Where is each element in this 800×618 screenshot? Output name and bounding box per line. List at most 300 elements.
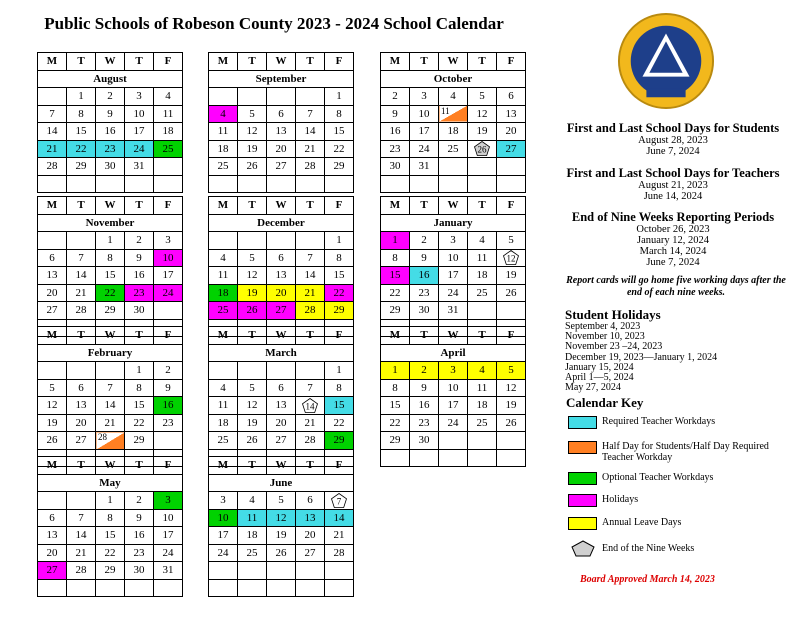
day-cell: 2 bbox=[125, 232, 154, 250]
day-cell: 7 bbox=[96, 379, 125, 397]
holidays-list bbox=[565, 322, 717, 393]
day-cell bbox=[154, 302, 183, 320]
day-cell: 10 bbox=[410, 105, 439, 123]
day-number: 7 bbox=[336, 496, 342, 507]
day-cell bbox=[381, 175, 410, 193]
nine-weeks-heading: End of Nine Weeks Reporting Periods bbox=[571, 210, 775, 224]
weekday-header: T bbox=[468, 327, 497, 345]
month-calendar-october bbox=[380, 52, 526, 193]
day-number: 11 bbox=[441, 105, 450, 116]
day-cell: 8 bbox=[381, 379, 410, 397]
day-cell: 13 bbox=[38, 267, 67, 285]
day-cell: 21 bbox=[296, 284, 325, 302]
key-swatch bbox=[568, 494, 597, 507]
day-cell: 30 bbox=[96, 158, 125, 176]
day-cell: 3 bbox=[209, 492, 238, 510]
day-cell: 29 bbox=[125, 432, 154, 450]
day-cell: 9 bbox=[381, 105, 410, 123]
weekday-header: F bbox=[154, 197, 183, 215]
pentagon-icon bbox=[331, 493, 347, 508]
day-cell: 13 bbox=[296, 509, 325, 527]
students-days-first: August 28, 2023 bbox=[638, 135, 708, 146]
weekday-header: M bbox=[38, 327, 67, 345]
day-cell bbox=[325, 492, 354, 510]
weekday-header: T bbox=[296, 197, 325, 215]
day-cell: 23 bbox=[381, 140, 410, 158]
day-cell: 7 bbox=[67, 249, 96, 267]
day-cell: 20 bbox=[497, 123, 526, 141]
day-cell bbox=[497, 175, 526, 193]
day-cell: 15 bbox=[381, 267, 410, 285]
weekday-header: T bbox=[125, 197, 154, 215]
weekday-header: T bbox=[410, 53, 439, 71]
day-cell: 6 bbox=[267, 249, 296, 267]
day-cell: 22 bbox=[125, 414, 154, 432]
holiday-item: September 4, 2023 bbox=[565, 321, 641, 332]
day-cell: 15 bbox=[325, 123, 354, 141]
day-cell: 25 bbox=[154, 140, 183, 158]
day-cell: 9 bbox=[154, 379, 183, 397]
day-cell: 16 bbox=[154, 397, 183, 415]
day-cell: 19 bbox=[468, 123, 497, 141]
day-cell: 19 bbox=[497, 267, 526, 285]
day-cell: 5 bbox=[238, 379, 267, 397]
day-cell bbox=[209, 579, 238, 597]
holiday-item: May 27, 2024 bbox=[565, 382, 621, 394]
day-cell bbox=[439, 432, 468, 450]
weekday-header: M bbox=[209, 457, 238, 475]
day-cell: 6 bbox=[497, 88, 526, 106]
day-cell: 26 bbox=[497, 284, 526, 302]
day-cell: 27 bbox=[38, 302, 67, 320]
day-cell: 6 bbox=[267, 379, 296, 397]
day-cell: 24 bbox=[154, 544, 183, 562]
day-cell: 13 bbox=[38, 527, 67, 545]
key-swatch bbox=[568, 441, 597, 454]
day-cell: 27 bbox=[296, 544, 325, 562]
day-cell: 18 bbox=[209, 414, 238, 432]
day-cell: 12 bbox=[267, 509, 296, 527]
report-card-note: Report cards will go home five working days after the end of each nine weeks. bbox=[566, 275, 786, 298]
weekday-header: F bbox=[154, 53, 183, 71]
day-cell bbox=[38, 492, 67, 510]
day-cell: 9 bbox=[410, 249, 439, 267]
day-cell: 25 bbox=[209, 302, 238, 320]
day-cell: 25 bbox=[209, 158, 238, 176]
day-cell bbox=[238, 175, 267, 193]
day-cell: 22 bbox=[381, 284, 410, 302]
day-cell: 7 bbox=[67, 509, 96, 527]
day-cell: 12 bbox=[238, 267, 267, 285]
day-cell: 23 bbox=[125, 544, 154, 562]
day-cell: 21 bbox=[67, 284, 96, 302]
teachers-days-last: June 14, 2024 bbox=[643, 191, 703, 202]
weekday-header: T bbox=[296, 457, 325, 475]
day-cell: 20 bbox=[267, 284, 296, 302]
day-cell: 4 bbox=[154, 88, 183, 106]
day-cell: 20 bbox=[296, 527, 325, 545]
day-cell: 4 bbox=[238, 492, 267, 510]
day-cell bbox=[267, 562, 296, 580]
day-cell: 3 bbox=[154, 232, 183, 250]
day-cell: 6 bbox=[38, 249, 67, 267]
weekday-header: T bbox=[67, 53, 96, 71]
day-cell: 13 bbox=[67, 397, 96, 415]
day-cell: 13 bbox=[267, 397, 296, 415]
weekday-header: T bbox=[67, 197, 96, 215]
day-cell: 5 bbox=[238, 105, 267, 123]
day-cell bbox=[67, 579, 96, 597]
day-cell bbox=[468, 449, 497, 467]
month-name: September bbox=[209, 70, 354, 88]
month-calendar-january bbox=[380, 196, 526, 337]
weekday-header: M bbox=[38, 53, 67, 71]
day-cell: 15 bbox=[96, 527, 125, 545]
weekday-header: W bbox=[267, 197, 296, 215]
weekday-header: F bbox=[154, 327, 183, 345]
weekday-header: T bbox=[238, 457, 267, 475]
weekday-header: T bbox=[125, 327, 154, 345]
day-cell: 31 bbox=[154, 562, 183, 580]
day-number: 28 bbox=[98, 432, 107, 442]
day-cell: 21 bbox=[296, 140, 325, 158]
day-cell: 19 bbox=[267, 527, 296, 545]
day-cell: 24 bbox=[209, 544, 238, 562]
day-cell: 28 bbox=[296, 432, 325, 450]
day-cell: 20 bbox=[38, 544, 67, 562]
month-calendar-november bbox=[37, 196, 183, 337]
day-cell: 18 bbox=[238, 527, 267, 545]
day-cell: 21 bbox=[296, 414, 325, 432]
students-days-heading: First and Last School Days for Students bbox=[566, 121, 780, 135]
weekday-header: F bbox=[154, 457, 183, 475]
weekday-header: M bbox=[381, 197, 410, 215]
day-cell: 25 bbox=[209, 432, 238, 450]
day-cell: 20 bbox=[267, 140, 296, 158]
month-calendar-may bbox=[37, 456, 183, 597]
pentagon-icon bbox=[571, 540, 595, 557]
day-cell bbox=[125, 175, 154, 193]
day-cell bbox=[296, 88, 325, 106]
day-cell: 19 bbox=[238, 414, 267, 432]
day-cell: 9 bbox=[125, 509, 154, 527]
day-cell: 2 bbox=[96, 88, 125, 106]
day-number: 14 bbox=[305, 401, 315, 412]
day-cell bbox=[67, 175, 96, 193]
day-cell: 16 bbox=[410, 267, 439, 285]
day-cell bbox=[497, 432, 526, 450]
day-cell bbox=[209, 175, 238, 193]
day-cell: 23 bbox=[154, 414, 183, 432]
day-cell: 29 bbox=[96, 302, 125, 320]
day-cell: 11 bbox=[154, 105, 183, 123]
weekday-header: F bbox=[325, 53, 354, 71]
day-cell: 8 bbox=[96, 509, 125, 527]
month-name: April bbox=[381, 344, 526, 362]
day-cell: 28 bbox=[325, 544, 354, 562]
weekday-header: M bbox=[381, 327, 410, 345]
day-cell: 2 bbox=[410, 362, 439, 380]
day-cell bbox=[497, 302, 526, 320]
key-swatch bbox=[568, 517, 597, 530]
day-cell: 24 bbox=[439, 284, 468, 302]
day-cell: 2 bbox=[381, 88, 410, 106]
day-cell bbox=[296, 175, 325, 193]
day-cell: 8 bbox=[325, 105, 354, 123]
month-calendar-june bbox=[208, 456, 354, 597]
day-cell: 9 bbox=[96, 105, 125, 123]
day-cell: 29 bbox=[381, 432, 410, 450]
weekday-header: W bbox=[267, 53, 296, 71]
day-cell: 4 bbox=[209, 105, 238, 123]
day-cell: 17 bbox=[410, 123, 439, 141]
day-cell: 16 bbox=[125, 527, 154, 545]
day-cell: 21 bbox=[67, 544, 96, 562]
calendar-key-heading: Calendar Key bbox=[566, 395, 644, 410]
month-name: March bbox=[209, 344, 354, 362]
day-cell: 27 bbox=[267, 302, 296, 320]
day-cell: 29 bbox=[381, 302, 410, 320]
day-cell: 1 bbox=[381, 232, 410, 250]
day-cell: 7 bbox=[296, 379, 325, 397]
day-cell: 1 bbox=[325, 88, 354, 106]
day-cell: 18 bbox=[154, 123, 183, 141]
day-cell: 31 bbox=[410, 158, 439, 176]
day-cell: 27 bbox=[497, 140, 526, 158]
day-cell: 10 bbox=[439, 249, 468, 267]
day-cell bbox=[296, 397, 325, 415]
day-cell: 11 bbox=[209, 397, 238, 415]
day-cell bbox=[468, 158, 497, 176]
weekday-header: T bbox=[238, 53, 267, 71]
day-cell: 14 bbox=[96, 397, 125, 415]
day-cell bbox=[154, 579, 183, 597]
day-cell: 10 bbox=[125, 105, 154, 123]
weekday-header: W bbox=[96, 53, 125, 71]
weekday-header: W bbox=[267, 457, 296, 475]
day-cell: 25 bbox=[468, 414, 497, 432]
weekday-header: T bbox=[238, 327, 267, 345]
day-cell bbox=[38, 362, 67, 380]
day-cell: 30 bbox=[410, 302, 439, 320]
day-cell bbox=[125, 579, 154, 597]
day-cell: 4 bbox=[468, 362, 497, 380]
weekday-header: T bbox=[125, 457, 154, 475]
day-cell: 27 bbox=[38, 562, 67, 580]
day-cell bbox=[38, 175, 67, 193]
day-cell: 20 bbox=[267, 414, 296, 432]
day-cell: 15 bbox=[325, 397, 354, 415]
day-cell: 12 bbox=[497, 379, 526, 397]
day-cell bbox=[439, 158, 468, 176]
day-cell: 3 bbox=[410, 88, 439, 106]
holiday-item: December 19, 2023—January 1, 2024 bbox=[565, 351, 718, 363]
day-cell bbox=[267, 232, 296, 250]
day-cell: 2 bbox=[154, 362, 183, 380]
day-cell: 19 bbox=[238, 284, 267, 302]
page-title: Public Schools of Robeson County 2023 - 2024 School Calendar bbox=[44, 14, 504, 33]
weekday-header: F bbox=[497, 327, 526, 345]
weekday-header: F bbox=[497, 53, 526, 71]
day-cell: 28 bbox=[38, 158, 67, 176]
month-calendar-april bbox=[380, 326, 526, 467]
day-cell bbox=[209, 232, 238, 250]
day-cell: 17 bbox=[154, 267, 183, 285]
day-cell: 14 bbox=[67, 527, 96, 545]
weekday-header: F bbox=[497, 197, 526, 215]
month-name: December bbox=[209, 214, 354, 232]
day-cell: 28 bbox=[67, 562, 96, 580]
month-name: January bbox=[381, 214, 526, 232]
day-cell: 10 bbox=[154, 249, 183, 267]
day-cell bbox=[238, 362, 267, 380]
day-cell: 11 bbox=[468, 379, 497, 397]
day-cell: 29 bbox=[96, 562, 125, 580]
day-cell: 14 bbox=[67, 267, 96, 285]
day-cell: 24 bbox=[439, 414, 468, 432]
day-cell bbox=[38, 88, 67, 106]
day-cell: 5 bbox=[267, 492, 296, 510]
day-cell: 13 bbox=[267, 123, 296, 141]
day-cell: 26 bbox=[238, 158, 267, 176]
day-cell: 15 bbox=[125, 397, 154, 415]
weekday-header: M bbox=[209, 53, 238, 71]
day-cell: 1 bbox=[125, 362, 154, 380]
day-cell bbox=[96, 432, 125, 450]
pentagon-icon bbox=[302, 398, 318, 413]
day-cell: 27 bbox=[67, 432, 96, 450]
day-cell bbox=[238, 562, 267, 580]
day-cell: 16 bbox=[125, 267, 154, 285]
nine-weeks-date: June 7, 2024 bbox=[646, 257, 700, 268]
day-cell bbox=[96, 362, 125, 380]
month-name: June bbox=[209, 474, 354, 492]
day-cell bbox=[497, 158, 526, 176]
day-cell: 8 bbox=[125, 379, 154, 397]
day-cell: 12 bbox=[38, 397, 67, 415]
day-cell: 26 bbox=[238, 302, 267, 320]
day-cell: 22 bbox=[96, 544, 125, 562]
month-calendar-december bbox=[208, 196, 354, 337]
day-cell: 21 bbox=[325, 527, 354, 545]
weekday-header: T bbox=[238, 197, 267, 215]
day-cell: 4 bbox=[209, 249, 238, 267]
day-cell: 21 bbox=[38, 140, 67, 158]
day-cell bbox=[96, 579, 125, 597]
day-cell: 23 bbox=[125, 284, 154, 302]
pentagon-icon bbox=[503, 250, 519, 265]
day-cell: 30 bbox=[410, 432, 439, 450]
day-cell bbox=[267, 175, 296, 193]
district-seal-logo bbox=[617, 12, 715, 110]
day-cell: 6 bbox=[296, 492, 325, 510]
holiday-item: November 23 –24, 2023 bbox=[565, 341, 663, 353]
day-cell bbox=[296, 232, 325, 250]
day-cell: 30 bbox=[381, 158, 410, 176]
day-cell: 13 bbox=[497, 105, 526, 123]
day-cell: 3 bbox=[125, 88, 154, 106]
day-cell: 12 bbox=[468, 105, 497, 123]
day-cell: 14 bbox=[325, 509, 354, 527]
day-cell: 4 bbox=[468, 232, 497, 250]
weekday-header: T bbox=[296, 327, 325, 345]
day-cell: 30 bbox=[125, 562, 154, 580]
day-cell: 27 bbox=[267, 158, 296, 176]
weekday-header: W bbox=[439, 53, 468, 71]
day-cell: 20 bbox=[67, 414, 96, 432]
day-cell bbox=[439, 175, 468, 193]
day-cell: 19 bbox=[38, 414, 67, 432]
day-cell: 10 bbox=[439, 379, 468, 397]
day-cell: 11 bbox=[238, 509, 267, 527]
students-days-last: June 7, 2024 bbox=[646, 146, 700, 157]
day-cell: 25 bbox=[468, 284, 497, 302]
day-cell: 12 bbox=[238, 123, 267, 141]
day-cell: 26 bbox=[497, 414, 526, 432]
day-cell: 25 bbox=[238, 544, 267, 562]
weekday-header: M bbox=[38, 457, 67, 475]
day-cell: 1 bbox=[96, 232, 125, 250]
day-cell: 22 bbox=[67, 140, 96, 158]
day-cell: 3 bbox=[154, 492, 183, 510]
month-name: October bbox=[381, 70, 526, 88]
day-cell: 24 bbox=[125, 140, 154, 158]
day-cell: 5 bbox=[497, 232, 526, 250]
weekday-header: F bbox=[325, 197, 354, 215]
day-cell: 19 bbox=[497, 397, 526, 415]
day-cell: 16 bbox=[381, 123, 410, 141]
day-cell: 18 bbox=[468, 397, 497, 415]
day-cell bbox=[67, 362, 96, 380]
day-cell: 14 bbox=[296, 267, 325, 285]
holiday-item: November 10, 2023 bbox=[565, 331, 645, 343]
weekday-header: T bbox=[67, 327, 96, 345]
day-number: 26 bbox=[477, 144, 487, 155]
day-cell bbox=[38, 579, 67, 597]
day-cell: 7 bbox=[38, 105, 67, 123]
day-cell: 16 bbox=[410, 397, 439, 415]
day-cell: 30 bbox=[125, 302, 154, 320]
day-cell bbox=[238, 579, 267, 597]
day-cell: 8 bbox=[67, 105, 96, 123]
month-calendar-september bbox=[208, 52, 354, 193]
day-cell: 25 bbox=[439, 140, 468, 158]
day-cell: 24 bbox=[410, 140, 439, 158]
day-cell: 22 bbox=[325, 414, 354, 432]
day-cell: 6 bbox=[38, 509, 67, 527]
weekday-header: W bbox=[439, 197, 468, 215]
day-cell bbox=[410, 175, 439, 193]
weekday-header: W bbox=[96, 197, 125, 215]
day-cell: 5 bbox=[38, 379, 67, 397]
day-cell bbox=[468, 140, 497, 158]
day-cell bbox=[209, 88, 238, 106]
weekday-header: W bbox=[96, 327, 125, 345]
month-name: August bbox=[38, 70, 183, 88]
day-cell bbox=[267, 88, 296, 106]
day-cell: 6 bbox=[267, 105, 296, 123]
weekday-header: M bbox=[38, 197, 67, 215]
day-cell bbox=[154, 175, 183, 193]
day-cell bbox=[209, 562, 238, 580]
day-cell: 22 bbox=[325, 284, 354, 302]
day-cell: 15 bbox=[67, 123, 96, 141]
day-cell bbox=[267, 362, 296, 380]
day-cell: 17 bbox=[125, 123, 154, 141]
weekday-header: F bbox=[325, 327, 354, 345]
day-cell: 31 bbox=[439, 302, 468, 320]
day-cell bbox=[267, 579, 296, 597]
